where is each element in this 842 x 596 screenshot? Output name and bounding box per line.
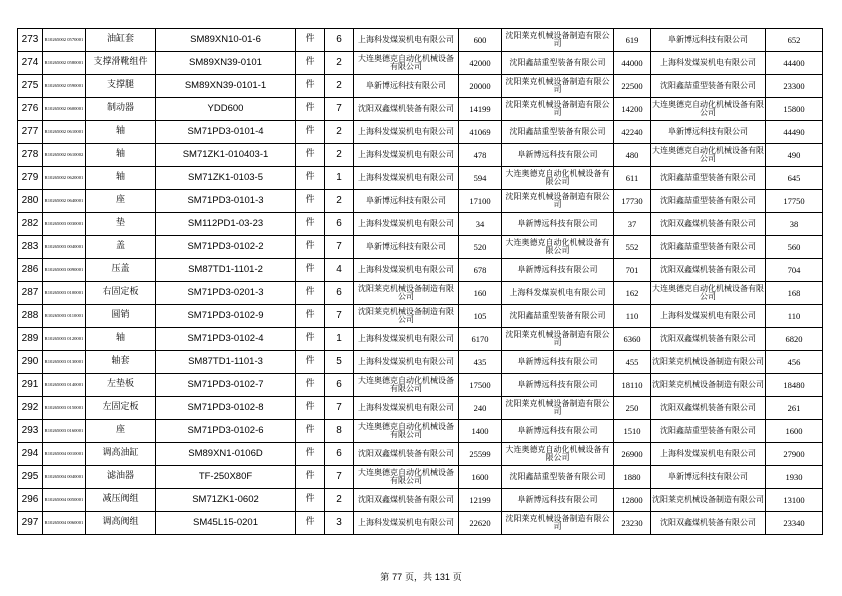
supplier-2-cell: 沈阳莱克机械设备制造有限公司 [502,98,614,121]
supplier-1-cell: 上海科发煤炭机电有限公司 [354,213,459,236]
row-number-cell: 283 [18,236,43,259]
row-number-cell: 295 [18,466,43,489]
quantity-cell: 2 [325,144,354,167]
table-row [18,75,823,98]
price-3-cell: 44400 [766,52,823,75]
table-body [18,29,823,535]
part-name-cell: 圆销 [86,305,156,328]
supplier-3-cell: 上海科发煤炭机电有限公司 [651,443,766,466]
part-name-cell: 盖 [86,236,156,259]
part-model-cell: SM71PD3-0102-7 [156,374,296,397]
material-code-cell: R10265004 0010001 [43,443,86,466]
supplier-2-cell: 阜新博远科技有限公司 [502,374,614,397]
price-3-cell: 27900 [766,443,823,466]
price-1-cell: 41069 [459,121,502,144]
price-2-cell: 44000 [614,52,651,75]
table-row [18,282,823,305]
supplier-2-cell: 大连奥德克自动化机械设备有限公司 [502,167,614,190]
table-row [18,52,823,75]
table-row [18,397,823,420]
supplier-2-cell: 沈阳鑫喆重型装备有限公司 [502,52,614,75]
supplier-2-cell: 沈阳莱克机械设备制造有限公司 [502,29,614,52]
document-page [17,28,823,535]
row-number-cell: 286 [18,259,43,282]
quantity-cell: 4 [325,259,354,282]
row-number-cell: 277 [18,121,43,144]
unit-cell: 件 [296,512,325,535]
price-1-cell: 6170 [459,328,502,351]
part-name-cell: 调高油缸 [86,443,156,466]
table-row [18,351,823,374]
part-model-cell: SM89XN10-01-6 [156,29,296,52]
part-name-cell: 支撑滑靴组件 [86,52,156,75]
supplier-1-cell: 大连奥德克自动化机械设备有限公司 [354,52,459,75]
part-name-cell: 座 [86,190,156,213]
row-number-cell: 275 [18,75,43,98]
supplier-1-cell: 阜新博远科技有限公司 [354,75,459,98]
part-model-cell: SM71ZK1-0602 [156,489,296,512]
footer-middle: 页，共 [404,573,432,583]
unit-cell: 件 [296,374,325,397]
price-3-cell: 652 [766,29,823,52]
supplier-3-cell: 沈阳双鑫煤机装备有限公司 [651,213,766,236]
supplier-1-cell: 大连奥德克自动化机械设备有限公司 [354,466,459,489]
quantity-cell: 7 [325,236,354,259]
part-name-cell: 制动器 [86,98,156,121]
price-1-cell: 520 [459,236,502,259]
price-2-cell: 22500 [614,75,651,98]
material-code-cell: R10265003 0110001 [43,305,86,328]
supplier-1-cell: 上海科发煤炭机电有限公司 [354,328,459,351]
part-model-cell: SM71PD3-0102-4 [156,328,296,351]
part-model-cell: SM71PD3-0101-3 [156,190,296,213]
price-1-cell: 240 [459,397,502,420]
supplier-2-cell: 沈阳鑫喆重型装备有限公司 [502,466,614,489]
table-row [18,512,823,535]
material-code-cell: R10265002 0640001 [43,190,86,213]
supplier-1-cell: 上海科发煤炭机电有限公司 [354,144,459,167]
price-2-cell: 12800 [614,489,651,512]
quantity-cell: 6 [325,282,354,305]
supplier-3-cell: 沈阳双鑫煤机装备有限公司 [651,328,766,351]
part-model-cell: SM71ZK1-0103-5 [156,167,296,190]
supplier-1-cell: 上海科发煤炭机电有限公司 [354,167,459,190]
supplier-1-cell: 上海科发煤炭机电有限公司 [354,259,459,282]
price-3-cell: 456 [766,351,823,374]
unit-cell: 件 [296,52,325,75]
price-3-cell: 18480 [766,374,823,397]
unit-cell: 件 [296,489,325,512]
price-3-cell: 6820 [766,328,823,351]
price-1-cell: 14199 [459,98,502,121]
row-number-cell: 292 [18,397,43,420]
part-name-cell: 左固定板 [86,397,156,420]
supplier-1-cell: 上海科发煤炭机电有限公司 [354,397,459,420]
price-3-cell: 1600 [766,420,823,443]
price-1-cell: 1400 [459,420,502,443]
table-row [18,489,823,512]
price-3-cell: 17750 [766,190,823,213]
unit-cell: 件 [296,190,325,213]
footer-suffix: 页 [452,573,462,583]
supplier-3-cell: 阜新博远科技有限公司 [651,466,766,489]
supplier-2-cell: 阜新博远科技有限公司 [502,213,614,236]
part-name-cell: 轴 [86,167,156,190]
row-number-cell: 273 [18,29,43,52]
part-model-cell: TF-250X80F [156,466,296,489]
quantity-cell: 6 [325,374,354,397]
row-number-cell: 291 [18,374,43,397]
price-1-cell: 17500 [459,374,502,397]
quantity-cell: 6 [325,443,354,466]
price-1-cell: 12199 [459,489,502,512]
material-code-cell: R10265003 0030001 [43,213,86,236]
row-number-cell: 288 [18,305,43,328]
supplier-3-cell: 沈阳双鑫煤机装备有限公司 [651,512,766,535]
price-2-cell: 23230 [614,512,651,535]
part-name-cell: 轴 [86,144,156,167]
supplier-2-cell: 沈阳鑫喆重型装备有限公司 [502,121,614,144]
price-1-cell: 435 [459,351,502,374]
supplier-1-cell: 阜新博远科技有限公司 [354,236,459,259]
supplier-1-cell: 上海科发煤炭机电有限公司 [354,512,459,535]
quantity-cell: 2 [325,489,354,512]
row-number-cell: 274 [18,52,43,75]
table-row [18,328,823,351]
price-3-cell: 23340 [766,512,823,535]
supplier-3-cell: 沈阳莱克机械设备制造有限公司 [651,351,766,374]
material-code-cell: R10265003 0090001 [43,259,86,282]
total-page-count: 131 [434,572,450,582]
supplier-3-cell: 大连奥德克自动化机械设备有限公司 [651,144,766,167]
price-2-cell: 42240 [614,121,651,144]
supplier-3-cell: 沈阳莱克机械设备制造有限公司 [651,374,766,397]
quantity-cell: 8 [325,420,354,443]
supplier-3-cell: 沈阳鑫喆重型装备有限公司 [651,420,766,443]
supplier-2-cell: 沈阳莱克机械设备制造有限公司 [502,397,614,420]
price-2-cell: 1880 [614,466,651,489]
supplier-3-cell: 阜新博远科技有限公司 [651,29,766,52]
price-2-cell: 455 [614,351,651,374]
material-code-cell: R10265003 0160001 [43,420,86,443]
unit-cell: 件 [296,328,325,351]
price-1-cell: 22620 [459,512,502,535]
supplier-3-cell: 沈阳鑫喆重型装备有限公司 [651,236,766,259]
table-row [18,29,823,52]
price-3-cell: 490 [766,144,823,167]
part-model-cell: SM71PD3-0102-6 [156,420,296,443]
row-number-cell: 282 [18,213,43,236]
part-name-cell: 轴 [86,121,156,144]
price-1-cell: 160 [459,282,502,305]
quantity-cell: 1 [325,328,354,351]
price-3-cell: 261 [766,397,823,420]
price-3-cell: 1930 [766,466,823,489]
material-code-cell: R10265003 0040001 [43,236,86,259]
material-code-cell: R10265004 0050001 [43,489,86,512]
unit-cell: 件 [296,282,325,305]
price-3-cell: 38 [766,213,823,236]
material-code-cell: R10265003 0130001 [43,351,86,374]
table-row [18,466,823,489]
table-row [18,236,823,259]
supplier-2-cell: 大连奥德克自动化机械设备有限公司 [502,236,614,259]
supplier-3-cell: 沈阳双鑫煤机装备有限公司 [651,397,766,420]
quantity-cell: 3 [325,512,354,535]
price-3-cell: 704 [766,259,823,282]
part-name-cell: 滤油器 [86,466,156,489]
price-2-cell: 552 [614,236,651,259]
supplier-2-cell: 阜新博远科技有限公司 [502,144,614,167]
quantity-cell: 7 [325,98,354,121]
row-number-cell: 289 [18,328,43,351]
quantity-cell: 2 [325,121,354,144]
part-model-cell: SM71PD3-0102-9 [156,305,296,328]
supplier-1-cell: 沈阳双鑫煤机装备有限公司 [354,443,459,466]
quantity-cell: 6 [325,29,354,52]
price-2-cell: 162 [614,282,651,305]
supplier-2-cell: 上海科发煤炭机电有限公司 [502,282,614,305]
unit-cell: 件 [296,236,325,259]
part-model-cell: SM71PD3-0102-8 [156,397,296,420]
current-page-number: 77 [392,572,403,582]
part-model-cell: SM112PD1-03-23 [156,213,296,236]
price-2-cell: 250 [614,397,651,420]
unit-cell: 件 [296,29,325,52]
supplier-1-cell: 沈阳双鑫煤机装备有限公司 [354,98,459,121]
supplier-1-cell: 上海科发煤炭机电有限公司 [354,351,459,374]
supplier-1-cell: 沈阳莱克机械设备制造有限公司 [354,305,459,328]
material-code-cell: R10265002 0580001 [43,52,86,75]
price-2-cell: 14200 [614,98,651,121]
material-code-cell: R10265004 0040001 [43,466,86,489]
row-number-cell: 278 [18,144,43,167]
price-3-cell: 168 [766,282,823,305]
price-2-cell: 480 [614,144,651,167]
price-3-cell: 15800 [766,98,823,121]
unit-cell: 件 [296,121,325,144]
material-code-cell: R10265002 0570001 [43,29,86,52]
material-code-cell: R10265003 0100001 [43,282,86,305]
quantity-cell: 1 [325,167,354,190]
price-1-cell: 105 [459,305,502,328]
price-2-cell: 701 [614,259,651,282]
part-model-cell: SM87TD1-1101-3 [156,351,296,374]
quantity-cell: 7 [325,466,354,489]
page-footer [0,570,842,583]
price-2-cell: 1510 [614,420,651,443]
table-row [18,259,823,282]
supplier-1-cell: 沈阳双鑫煤机装备有限公司 [354,489,459,512]
supplier-2-cell: 沈阳莱克机械设备制造有限公司 [502,512,614,535]
part-name-cell: 轴套 [86,351,156,374]
material-code-cell: R10265002 0620001 [43,167,86,190]
quantity-cell: 2 [325,190,354,213]
price-2-cell: 26900 [614,443,651,466]
part-name-cell: 压盖 [86,259,156,282]
price-3-cell: 13100 [766,489,823,512]
part-model-cell: SM45L15-0201 [156,512,296,535]
unit-cell: 件 [296,98,325,121]
supplier-2-cell: 沈阳莱克机械设备制造有限公司 [502,328,614,351]
material-code-cell: R10265002 0590001 [43,75,86,98]
table-row [18,121,823,144]
material-code-cell: R10265004 0060001 [43,512,86,535]
part-model-cell: SM89XN39-0101-1 [156,75,296,98]
supplier-2-cell: 沈阳莱克机械设备制造有限公司 [502,190,614,213]
price-2-cell: 619 [614,29,651,52]
supplier-1-cell: 大连奥德克自动化机械设备有限公司 [354,374,459,397]
supplier-2-cell: 沈阳莱克机械设备制造有限公司 [502,75,614,98]
quantity-cell: 6 [325,213,354,236]
quantity-cell: 2 [325,52,354,75]
supplier-3-cell: 阜新博远科技有限公司 [651,121,766,144]
unit-cell: 件 [296,259,325,282]
supplier-2-cell: 沈阳鑫喆重型装备有限公司 [502,305,614,328]
supplier-1-cell: 阜新博远科技有限公司 [354,190,459,213]
part-model-cell: YDD600 [156,98,296,121]
quantity-cell: 7 [325,305,354,328]
material-code-cell: R10265003 0140001 [43,374,86,397]
supplier-3-cell: 上海科发煤炭机电有限公司 [651,52,766,75]
supplier-2-cell: 大连奥德克自动化机械设备有限公司 [502,443,614,466]
price-1-cell: 478 [459,144,502,167]
supplier-1-cell: 沈阳莱克机械设备制造有限公司 [354,282,459,305]
price-comparison-table [17,28,823,535]
part-model-cell: SM71PD3-0201-3 [156,282,296,305]
price-1-cell: 25599 [459,443,502,466]
supplier-3-cell: 大连奥德克自动化机械设备有限公司 [651,282,766,305]
table-row [18,167,823,190]
table-row [18,213,823,236]
price-3-cell: 23300 [766,75,823,98]
quantity-cell: 5 [325,351,354,374]
part-name-cell: 右固定板 [86,282,156,305]
table-row [18,443,823,466]
row-number-cell: 279 [18,167,43,190]
price-2-cell: 37 [614,213,651,236]
price-2-cell: 17730 [614,190,651,213]
row-number-cell: 293 [18,420,43,443]
part-name-cell: 轴 [86,328,156,351]
part-name-cell: 支撑腿 [86,75,156,98]
material-code-cell: R10265003 0120001 [43,328,86,351]
part-model-cell: SM87TD1-1101-2 [156,259,296,282]
table-row [18,374,823,397]
unit-cell: 件 [296,397,325,420]
unit-cell: 件 [296,305,325,328]
part-name-cell: 油缸套 [86,29,156,52]
table-row [18,420,823,443]
row-number-cell: 287 [18,282,43,305]
price-3-cell: 44490 [766,121,823,144]
footer-prefix: 第 [380,573,390,583]
unit-cell: 件 [296,167,325,190]
supplier-3-cell: 沈阳鑫喆重型装备有限公司 [651,167,766,190]
unit-cell: 件 [296,75,325,98]
price-2-cell: 110 [614,305,651,328]
supplier-3-cell: 大连奥德克自动化机械设备有限公司 [651,98,766,121]
part-model-cell: SM89XN1-0106D [156,443,296,466]
price-1-cell: 17100 [459,190,502,213]
quantity-cell: 7 [325,397,354,420]
material-code-cell: R10265003 0150001 [43,397,86,420]
supplier-1-cell: 上海科发煤炭机电有限公司 [354,121,459,144]
price-2-cell: 6360 [614,328,651,351]
part-name-cell: 调高阀组 [86,512,156,535]
part-model-cell: SM71ZK1-010403-1 [156,144,296,167]
quantity-cell: 2 [325,75,354,98]
unit-cell: 件 [296,144,325,167]
row-number-cell: 296 [18,489,43,512]
supplier-3-cell: 上海科发煤炭机电有限公司 [651,305,766,328]
material-code-cell: R10265002 0610002 [43,144,86,167]
unit-cell: 件 [296,466,325,489]
price-3-cell: 560 [766,236,823,259]
price-2-cell: 18110 [614,374,651,397]
supplier-2-cell: 阜新博远科技有限公司 [502,259,614,282]
price-1-cell: 20000 [459,75,502,98]
supplier-2-cell: 阜新博远科技有限公司 [502,489,614,512]
price-1-cell: 1600 [459,466,502,489]
row-number-cell: 294 [18,443,43,466]
part-name-cell: 垫 [86,213,156,236]
price-2-cell: 611 [614,167,651,190]
part-name-cell: 减压阀组 [86,489,156,512]
row-number-cell: 297 [18,512,43,535]
supplier-1-cell: 上海科发煤炭机电有限公司 [354,29,459,52]
table-row [18,305,823,328]
row-number-cell: 290 [18,351,43,374]
part-model-cell: SM89XN39-0101 [156,52,296,75]
unit-cell: 件 [296,420,325,443]
supplier-1-cell: 大连奥德克自动化机械设备有限公司 [354,420,459,443]
supplier-3-cell: 沈阳鑫喆重型装备有限公司 [651,75,766,98]
material-code-cell: R10265002 0600001 [43,98,86,121]
part-model-cell: SM71PD3-0102-2 [156,236,296,259]
price-1-cell: 42000 [459,52,502,75]
supplier-3-cell: 沈阳双鑫煤机装备有限公司 [651,259,766,282]
part-name-cell: 左垫板 [86,374,156,397]
material-code-cell: R10265002 0610001 [43,121,86,144]
price-1-cell: 678 [459,259,502,282]
price-3-cell: 110 [766,305,823,328]
price-1-cell: 594 [459,167,502,190]
unit-cell: 件 [296,443,325,466]
supplier-2-cell: 阜新博远科技有限公司 [502,351,614,374]
table-row [18,98,823,121]
price-1-cell: 600 [459,29,502,52]
unit-cell: 件 [296,351,325,374]
supplier-3-cell: 沈阳鑫喆重型装备有限公司 [651,190,766,213]
part-model-cell: SM71PD3-0101-4 [156,121,296,144]
price-3-cell: 645 [766,167,823,190]
row-number-cell: 280 [18,190,43,213]
price-1-cell: 34 [459,213,502,236]
row-number-cell: 276 [18,98,43,121]
part-name-cell: 座 [86,420,156,443]
supplier-3-cell: 沈阳莱克机械设备制造有限公司 [651,489,766,512]
table-row [18,144,823,167]
supplier-2-cell: 阜新博远科技有限公司 [502,420,614,443]
unit-cell: 件 [296,213,325,236]
table-row [18,190,823,213]
